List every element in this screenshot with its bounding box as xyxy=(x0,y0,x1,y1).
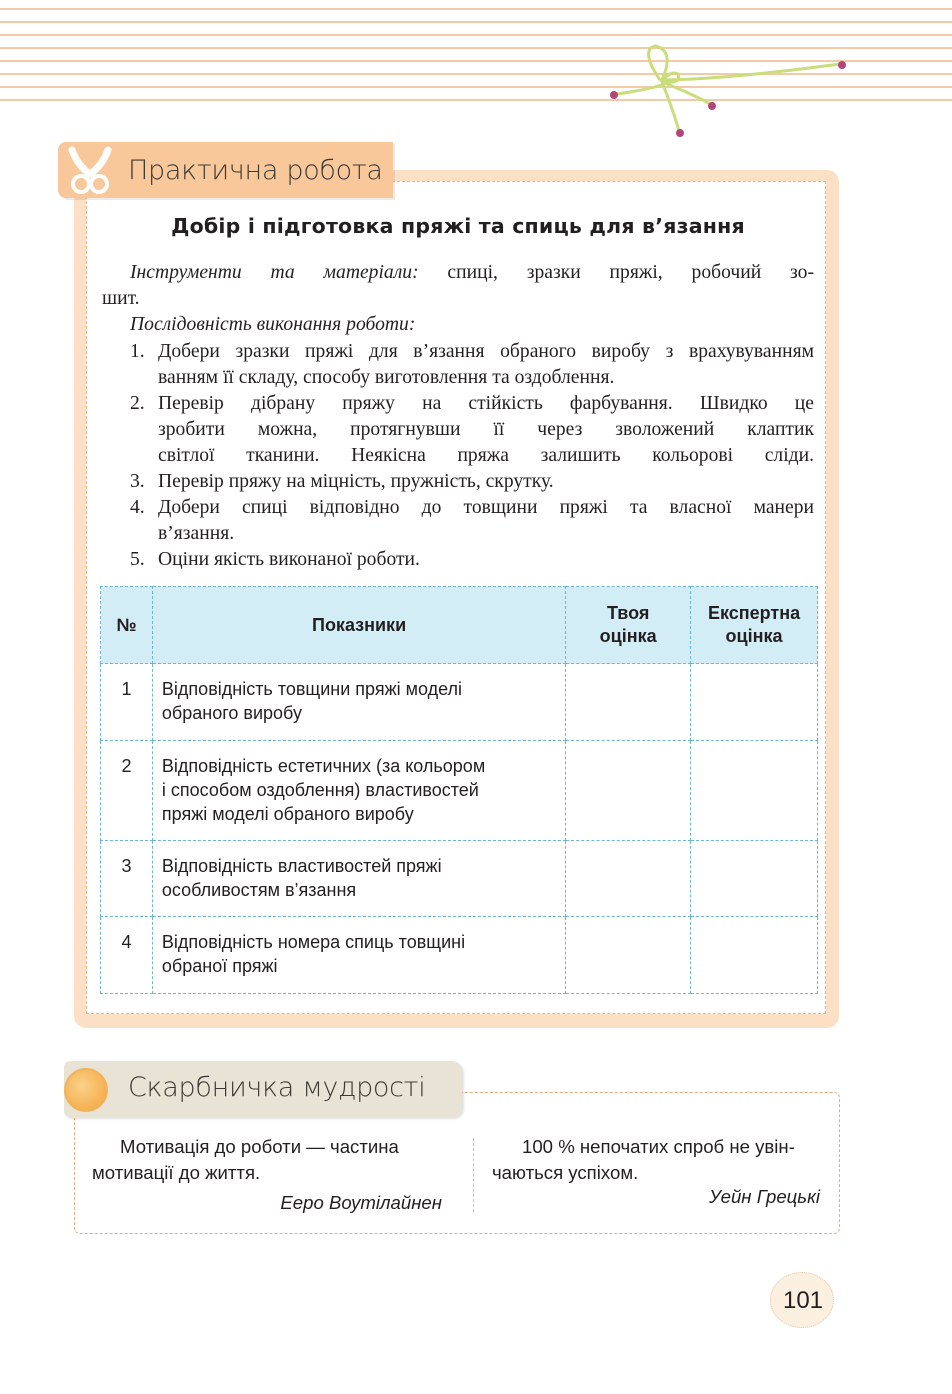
quote-line: мотивації до життя. xyxy=(92,1162,261,1183)
expert-score-cell[interactable] xyxy=(691,917,818,994)
tools-text-cont: шит. xyxy=(102,288,140,309)
self-score-cell[interactable] xyxy=(566,841,691,917)
tools-label: Інструменти та матеріали: xyxy=(130,262,419,283)
step-line: світлої тканини. Неякісна пряжа залишить кольорові сліди. xyxy=(158,445,814,466)
cell-line: і способом оздоблення) властивостей xyxy=(161,780,479,800)
tools-text: спиці, зразки пряжі, робочий зо- xyxy=(418,262,814,283)
quote-line: чаються успіхом. xyxy=(492,1162,639,1183)
step-line: Перевір пряжу на міцність, пружність, скрутку. xyxy=(158,471,554,492)
practical-work-heading: Добір і підготовка пряжі та спиць для в’язання xyxy=(171,214,745,238)
table-row xyxy=(101,741,818,841)
wisdom-divider xyxy=(473,1138,474,1212)
table-row xyxy=(101,917,818,994)
table-row xyxy=(101,841,818,917)
step-number: 2. xyxy=(130,393,145,414)
step-line: Перевір дібрану пряжу на стійкість фарбування. Швидко це xyxy=(158,393,814,414)
cell-line: Відповідність властивостей пряжі xyxy=(161,856,442,876)
header-line: оцінка xyxy=(725,626,783,646)
step-line: Добери зразки пряжі для в’язання обраного виробу з врахувуванням xyxy=(158,341,814,362)
table-header xyxy=(566,587,691,664)
row-indicator xyxy=(152,841,565,917)
expert-score-cell[interactable] xyxy=(691,741,818,841)
header-line: Експертна xyxy=(707,603,801,623)
table-row xyxy=(101,664,818,741)
table-header: № xyxy=(101,587,153,664)
row-number: 1 xyxy=(101,664,153,741)
row-number: 2 xyxy=(101,741,153,841)
quote-line: Мотивація до роботи — частина xyxy=(120,1136,399,1157)
step-line: Оціни якість виконаної роботи. xyxy=(158,549,420,570)
expert-score-cell[interactable] xyxy=(691,664,818,741)
cell-line: пряжі моделі обраного виробу xyxy=(161,804,414,824)
step-number: 1. xyxy=(130,341,145,362)
cell-line: Відповідність номера спиць товщині xyxy=(161,932,466,952)
scissors-icon xyxy=(64,146,116,196)
cell-line: особливостям в’язання xyxy=(161,880,357,900)
table-header xyxy=(691,587,818,664)
row-indicator xyxy=(152,664,565,741)
practical-work-title: Практична робота xyxy=(128,155,383,186)
table-header: Показники xyxy=(152,587,565,664)
expert-score-cell[interactable] xyxy=(691,841,818,917)
step-number: 5. xyxy=(130,549,145,570)
header-line: оцінка xyxy=(599,626,657,646)
cell-line: обраної пряжі xyxy=(161,956,278,976)
wisdom-quote xyxy=(92,1134,442,1186)
row-indicator xyxy=(152,741,565,841)
sequence-label: Послідовність виконання роботи: xyxy=(130,314,416,335)
step-line: Добери спиці відповідно до товщини пряжі та власної манери xyxy=(158,497,814,518)
quote-line: 100 % непочатих спроб не увін- xyxy=(522,1136,795,1157)
wisdom-title: Скарбничка мудрості xyxy=(128,1072,426,1103)
table-header-row xyxy=(101,587,818,664)
header-line: Твоя xyxy=(606,603,650,623)
quote-author: Ееро Воутілайнен xyxy=(280,1192,442,1213)
row-number: 3 xyxy=(101,841,153,917)
step-line: в’язання. xyxy=(158,523,235,544)
wisdom-quote xyxy=(492,1134,822,1186)
evaluation-table xyxy=(100,586,818,994)
quote-author: Уейн Грецькі xyxy=(709,1186,820,1207)
step-line: зробити можна, протягнувши її через зволожений клаптик xyxy=(158,419,814,440)
page-number-badge xyxy=(770,1272,834,1328)
page-number: 101 xyxy=(782,1287,824,1314)
step-number: 3. xyxy=(130,471,145,492)
step-line: ванням її складу, способу виготовлення та оздоблення. xyxy=(158,367,615,388)
cell-line: Відповідність естетичних (за кольором xyxy=(161,756,486,776)
cell-line: обраного виробу xyxy=(161,703,302,723)
self-score-cell[interactable] xyxy=(566,664,691,741)
self-score-cell[interactable] xyxy=(566,741,691,841)
row-indicator xyxy=(152,917,565,994)
ribbon-bow-icon xyxy=(600,40,860,150)
row-number: 4 xyxy=(101,917,153,994)
cell-line: Відповідність товщини пряжі моделі xyxy=(161,679,463,699)
coin-icon xyxy=(64,1068,108,1112)
step-number: 4. xyxy=(130,497,145,518)
self-score-cell[interactable] xyxy=(566,917,691,994)
